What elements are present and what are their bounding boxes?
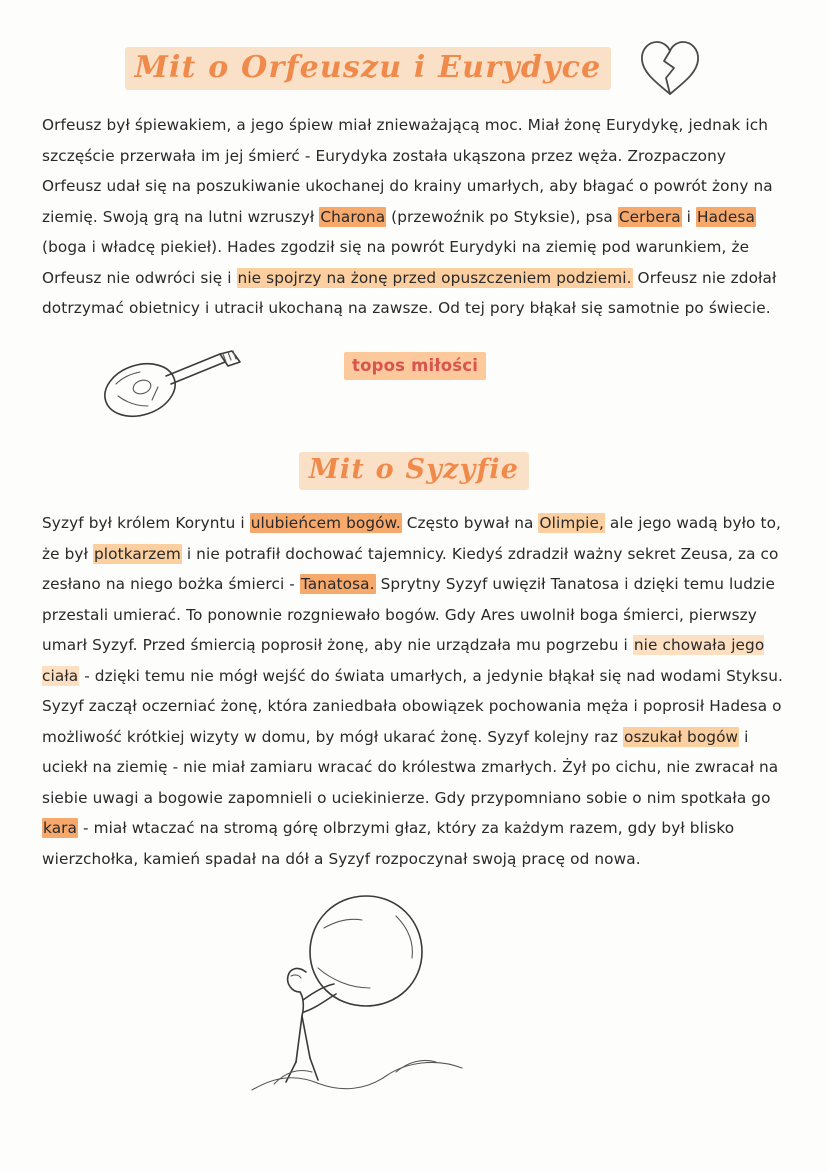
highlighted-text: Charona [320, 207, 386, 226]
highlighted-text: plotkarzem [93, 544, 181, 563]
highlighted-text: Olimpie, [539, 514, 604, 532]
paragraph-sisyphus: Syzyf był królem Koryntu i ulubieńcem bogów. Często bywał na Olimpie, ale jego wadą było to, że był plotkarzem i nie potrafił dochować tajemnicy. Kiedyś zdradził ważny sekret Zeusa, za co zesłano na niego bożka śmierci - Tanatosa. Sprytny Syzyf uwięził Tanatosa i dzięki temu ludzie przestali umierać. To ponownie rozgniewało bogów. Gdy Ares uwolnił boga śmierci, pierwszy umarł Syzyf. Przed śmiercią poprosił żonę, aby nie urządzała mu pogrzebu i nie chowała jego ciała - dzięki temu nie mógł wejść do świata umarłych, a jedynie błąkał się nad wodami Styksu. Syzyf zaczął oczerniać żonę, która zaniedbała obowiązek pochowania męża i poprosił Hadesa o możliwość krótkiej wizyty w domu, by mógł ukarać żonę. Syzyf kolejny raz oszukał bogów i uciekł na ziemię - nie miał zamiaru wracać do królestwa zmarłych. Żył po cichu, nie zwracał na siebie uwagi a bogowie zapomnieli o uciekinierze. Gdy przypomniano sobie o nim spotkała go kara - miał wtaczać na stromą górę olbrzymi głaz, który za każdym razem, gdy był blisko wierzchołka, kamień spadał na dół a Syzyf rozpoczynał swoją pracę od nowa. [42, 514, 783, 868]
highlighted-text: kara [43, 819, 78, 837]
highlighted-text: nie chowała jego ciała [42, 636, 765, 685]
lute-drawing-icon [92, 340, 262, 430]
heading-2-row [0, 452, 828, 490]
sisyphus-boulder-drawing-icon [246, 876, 486, 1096]
topos-badge: topos miłości [344, 352, 486, 380]
highlighted-text: oszukał bogów [623, 727, 739, 746]
highlighted-text: nie spojrzy na żonę przed opuszczeniem podziemi. [237, 268, 632, 287]
highlighted-text: ulubieńcem bogów. [250, 514, 401, 532]
paragraph-orpheus: Orfeusz był śpiewakiem, a jego śpiew miał znieważającą moc. Miał żonę Eurydykę, jednak ich szczęście przerwała im jej śmierć - Eurydyka została ukąszona przez węża. Zrozpaczony Orfeusz udał się na poszukiwanie ukochanej do krainy umarłych, aby błagać o powrót żony na ziemię. Swoją grą na lutni wzruszył Charona (przewoźnik po Styksie), psa Cerbera i Hadesa (boga i władcę piekieł). Hades zgodził się na powrót Eurydyki na ziemię pod warunkiem, że Orfeusz nie odwróci się i nie spojrzy na żonę przed opuszczeniem podziemi. Orfeusz nie zdołał dotrzymać obietnicy i utracił ukochaną na zawsze. Od tej pory błąkał się samotnie po świecie. [42, 116, 777, 317]
highlighted-text: Cerbera [618, 207, 681, 226]
broken-heart-icon [637, 36, 703, 100]
page-title-orpheus: Mit o Orfeuszu i Eurydyce [125, 47, 612, 90]
highlighted-text: Tanatosa. [300, 575, 375, 593]
page-title-sisyphus: Mit o Syzyfie [299, 452, 529, 490]
heading-1-row [0, 36, 828, 100]
highlighted-text: Hadesa [696, 207, 755, 226]
